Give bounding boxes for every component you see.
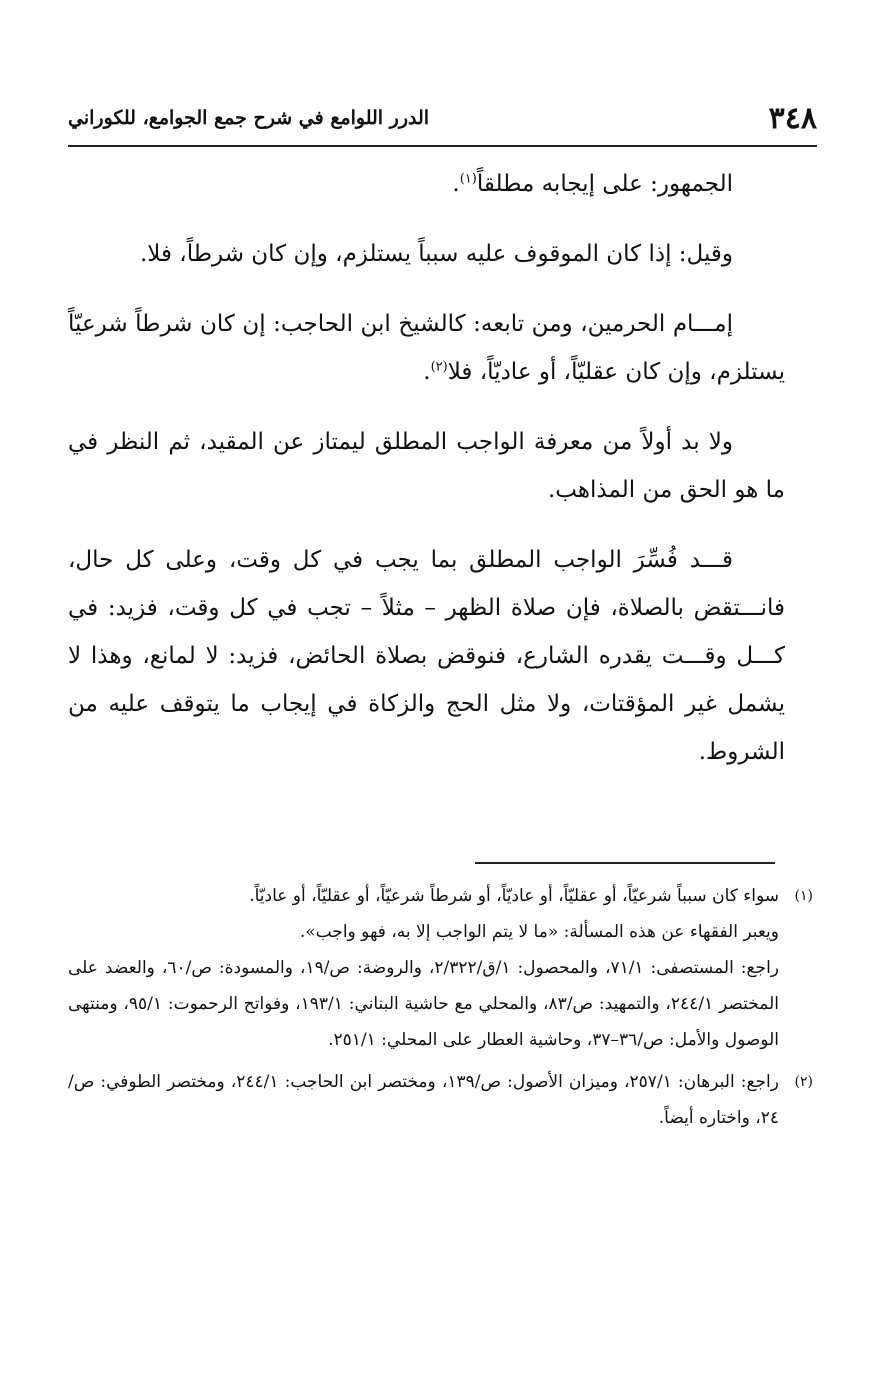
paragraph-1 bbox=[68, 160, 785, 208]
paragraph-4: ولا بد أولاً من معرفة الواجب المطلق ليمتاز عن المقيد، ثم النظر في ما هو الحق من المذاهب. bbox=[68, 429, 785, 503]
footnote-1-line-3: راجع: المستصفى: ٧١/١، والمحصول: ١/ق/٢/٣٢٢، والروضة: ص/١٩، والمسودة: ص/٦٠، والعضد على المختصر ٢٤٤/١، والتمهيد: ص/٨٣، والمحلي مع حاشية البناني: ١٩٣/١، وفواتح الرحموت: ٩٥/١، ومنتهى الوصول والأمل: ص/٣٦–٣٧، وحاشية العطار على المحلي: ٢٥١/١. bbox=[68, 958, 779, 1050]
main-text bbox=[68, 160, 785, 798]
footnote-divider bbox=[475, 862, 775, 864]
paragraph-5: قـــد فُسِّرَ الواجب المطلق بما يجب في كل وقت، وعلى كل حال، فانـــتقض بالصلاة، فإن صلاة الظهر – مثلاً – تجب في كل وقت، فزيد: في كـــل وقـــت يقدره الشارع، فنوقض بصلاة الحائض، فزيد: لا لمانع، وهذا لا يشمل غير المؤقتات، ولا مثل الحج والزكاة في إيجاب ما يتوقف عليه من الشروط. bbox=[68, 547, 785, 765]
footnote-ref-1: (١) bbox=[459, 171, 477, 187]
footnote-1-marker: (١) bbox=[794, 888, 813, 904]
page-number: ٣٤٨ bbox=[768, 100, 817, 136]
footnotes bbox=[68, 878, 813, 1142]
running-title: الدرر اللوامع في شرح جمع الجوامع، للكوراني bbox=[68, 107, 430, 129]
footnote-1 bbox=[68, 878, 813, 1058]
paragraph-2: وقيل: إذا كان الموقوف عليه سبباً يستلزم، وإن كان شرطاً، فلا. bbox=[139, 241, 733, 267]
paragraph-3-end: . bbox=[423, 359, 431, 385]
footnote-1-line-2: ويعبر الفقهاء عن هذه المسألة: «ما لا يتم الواجب إلا به، فهو واجب». bbox=[299, 922, 779, 942]
paragraph-3 bbox=[68, 300, 785, 396]
footnote-ref-2: (٢) bbox=[430, 359, 448, 375]
page-header bbox=[68, 96, 817, 140]
header-divider bbox=[68, 145, 817, 147]
paragraph-3-text: إمـــام الحرمين، ومن تابعه: كالشيخ ابن الحاجب: إن كان شرطاً شرعيّاً يستلزم، وإن كان عقليّاً، أو عاديّاً، فلا bbox=[68, 311, 785, 385]
paragraph-1-end: . bbox=[452, 171, 460, 197]
footnote-1-line-1: سواء كان سبباً شرعيّاً، أو عقليّاً، أو عاديّاً، أو شرطاً شرعيّاً، أو عقليّاً، أو عاديّاً. bbox=[249, 886, 779, 906]
footnote-2-marker: (٢) bbox=[794, 1074, 813, 1090]
paragraph-1-text: الجمهور: على إيجابه مطلقاً bbox=[476, 171, 733, 197]
footnote-2-line-1: راجع: البرهان: ٢٥٧/١، وميزان الأصول: ص/١٣٩، ومختصر ابن الحاجب: ٢٤٤/١، ومختصر الطوفي: ص/٢٤، واختاره أيضاً. bbox=[68, 1072, 779, 1128]
footnote-2 bbox=[68, 1064, 813, 1136]
